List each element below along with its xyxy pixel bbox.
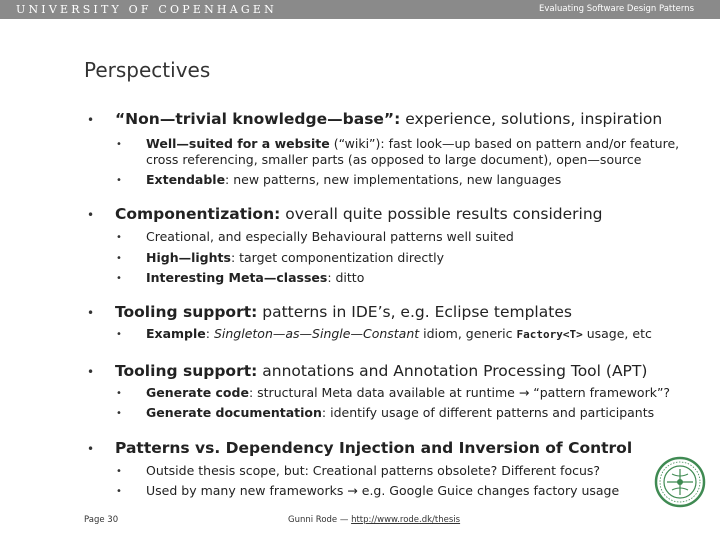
- sub-item-text: : target componentization directly: [230, 250, 445, 265]
- sub-item: [146, 326, 652, 341]
- sub-bullet: •: [116, 466, 122, 477]
- sub-item-text: usage, etc: [582, 326, 652, 341]
- bullet: •: [87, 442, 95, 456]
- section-heading: [115, 303, 572, 321]
- sub-bullet: •: [116, 253, 122, 264]
- sub-item-bold: Interesting Meta—classes: [146, 270, 328, 285]
- sub-item: [146, 463, 600, 478]
- section-heading-bold: Patterns vs. Dependency Injection and Inversion of Control: [115, 439, 633, 457]
- sub-bullet: •: [116, 408, 122, 419]
- sub-item-text: : structural Meta data available at runtime → “pattern framework”?: [248, 385, 671, 400]
- sub-item-continuation: cross referencing, smaller parts (as opposed to large document), open—source: [146, 152, 642, 167]
- sub-item-text: (“wiki”): fast look—up based on pattern and/or feature,: [329, 136, 680, 151]
- university-name: UNIVERSITY OF COPENHAGEN: [16, 3, 277, 16]
- sub-bullet: •: [116, 232, 122, 243]
- section-heading-bold: Tooling support:: [115, 303, 258, 321]
- sub-item-text: :: [205, 326, 214, 341]
- sub-item-text: Creational, and especially Behavioural patterns well suited: [146, 229, 514, 244]
- sub-item-text: : new patterns, new implementations, new languages: [225, 172, 562, 187]
- sub-bullet: •: [116, 175, 122, 186]
- section-heading-bold: “Non—trivial knowledge—base”:: [115, 110, 401, 128]
- sub-item-bold: Well—suited for a website: [146, 136, 330, 151]
- sub-bullet: •: [116, 388, 122, 399]
- header-bar: [0, 0, 720, 19]
- sub-item-bold: Extendable: [146, 172, 226, 187]
- sub-item-bold: High—lights: [146, 250, 231, 265]
- sub-bullet: •: [116, 329, 122, 340]
- sub-bullet: •: [116, 139, 122, 150]
- section-heading: [115, 205, 603, 223]
- sub-item: [146, 385, 670, 400]
- section-heading: [115, 439, 632, 457]
- sub-item-text: : ditto: [327, 270, 365, 285]
- sub-item-bold: Generate documentation: [146, 405, 322, 420]
- section-heading-text: experience, solutions, inspiration: [400, 110, 663, 128]
- bullet: •: [87, 365, 95, 379]
- sub-item: [146, 270, 364, 285]
- section-heading: [115, 362, 647, 380]
- section-heading-bold: Tooling support:: [115, 362, 258, 380]
- sub-item-text: idiom, generic: [419, 326, 517, 341]
- section-heading-bold: Componentization:: [115, 205, 281, 223]
- sub-item: [146, 229, 514, 244]
- sub-item: [146, 483, 619, 498]
- sub-item-text: Outside thesis scope, but: Creational patterns obsolete? Different focus?: [146, 463, 601, 478]
- section-heading-text: annotations and Annotation Processing Tool (APT): [257, 362, 648, 380]
- sub-item-text: : identify usage of different patterns and participants: [321, 405, 655, 420]
- section-heading-text: overall quite possible results considering: [280, 205, 603, 223]
- sub-item: [146, 405, 654, 420]
- section-heading-text: patterns in IDE’s, e.g. Eclipse templates: [257, 303, 572, 321]
- code-snippet: Factory<T>: [516, 328, 583, 341]
- sub-item-italic: Singleton—as—Single—Constant: [213, 326, 420, 341]
- thesis-link[interactable]: http://www.rode.dk/thesis: [351, 515, 461, 525]
- sub-item-bold: Generate code: [146, 385, 249, 400]
- author-name: Gunni Rode —: [288, 515, 352, 525]
- page-number: Page 30: [84, 515, 119, 525]
- university-seal-icon: [654, 456, 706, 508]
- bullet: •: [87, 306, 95, 320]
- sub-item: [146, 250, 444, 265]
- bullet: •: [87, 113, 95, 127]
- sub-item-bold: Example: [146, 326, 206, 341]
- footer-author: [288, 515, 460, 525]
- sub-item: [146, 136, 679, 151]
- section-heading: [115, 110, 662, 128]
- sub-item-text: Used by many new frameworks → e.g. Google Guice changes factory usage: [146, 483, 620, 498]
- slide-title: Perspectives: [84, 58, 211, 82]
- sub-bullet: •: [116, 486, 122, 497]
- course-title: Evaluating Software Design Patterns: [539, 4, 694, 14]
- bullet: •: [87, 208, 95, 222]
- sub-bullet: •: [116, 273, 122, 284]
- sub-item: [146, 172, 561, 187]
